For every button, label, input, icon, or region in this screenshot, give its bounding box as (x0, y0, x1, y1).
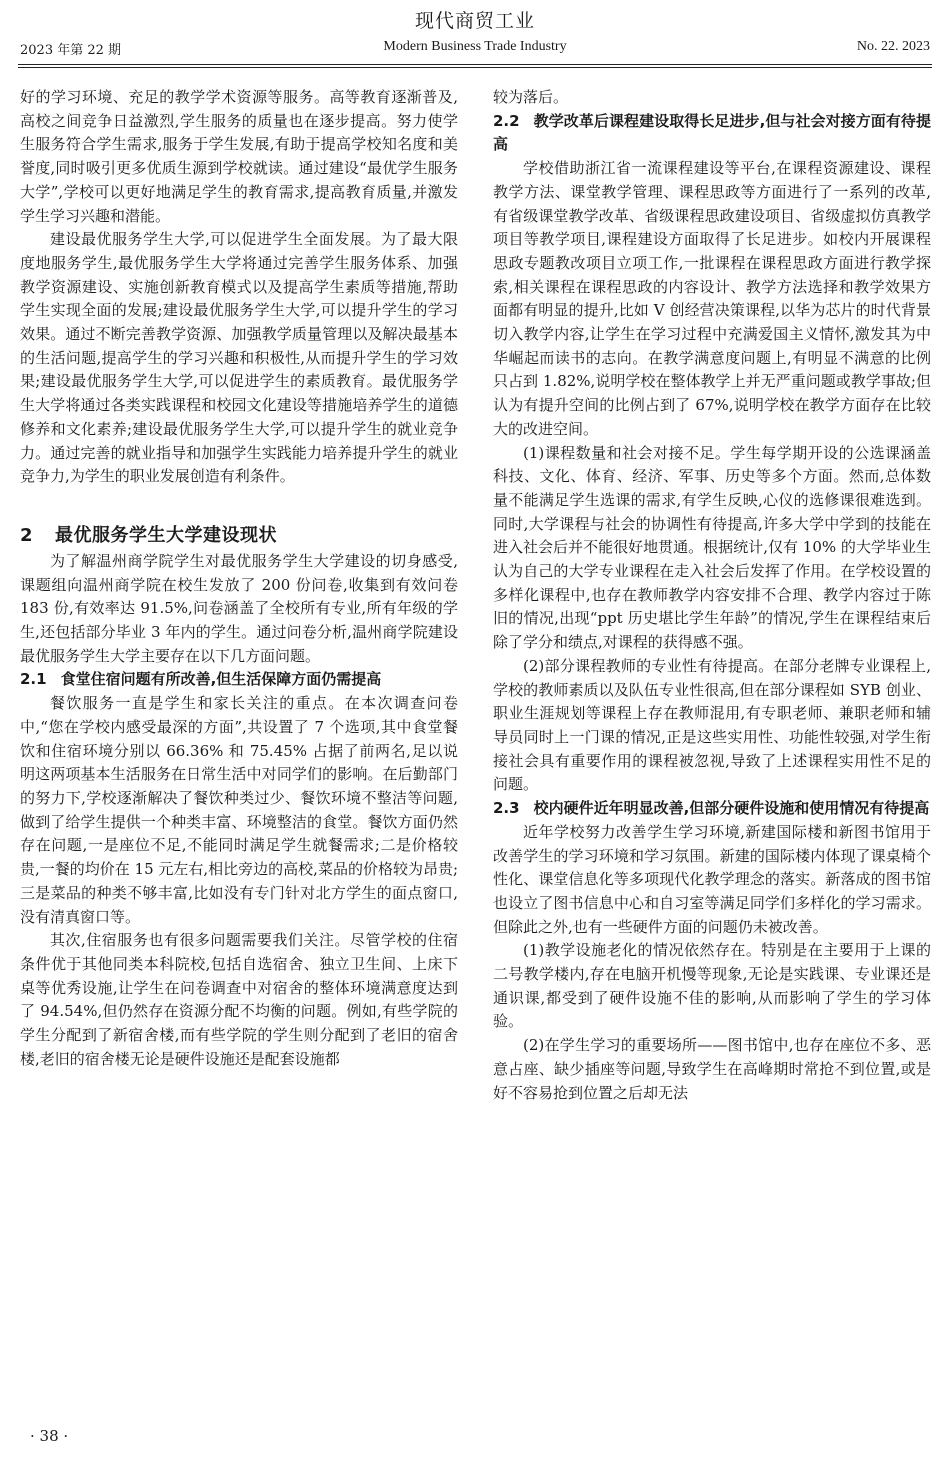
header-rule-bottom (18, 67, 932, 68)
paragraph: 餐饮服务一直是学生和家长关注的重点。在本次调查问卷中,“您在学校内感受最深的方面”,共设置了 7 个选项,其中食堂餐饮和住宿环境分别以 66.36% 和 75.45% 占据了前两名,足以说明这两项基本生活服务在日常生活中对同学们的影响。在后勤部门的努力下,学校逐渐解决了餐饮种类过少、餐饮环境不整洁等问题,做到了给学生提供一个种类丰富、环境整洁的食堂。餐饮方面仍然存在问题,一是座位不足,不能同时满足学生就餐需求;二是价格较贵,一餐的均价在 15 元左右,相比旁边的高校,菜品的价格较为昂贵;三是菜品的种类不够丰富,比如没有专门针对北方学生的面点窗口,没有清真窗口等。 (20, 694, 458, 926)
paragraph: 学校借助浙江省一流课程建设等平台,在课程资源建设、课程教学方法、课堂教学管理、课程思政等方面进行了一系列的改革,有省级课堂教学改革、省级课程思政建设项目、省级虚拟仿真教学项目等教学项目,课程建设方面取得了长足进步。如校内开展课程思政专题教改项目立项工作,一批课程在课程思政方面进行教学探索,相关课程在课程思政的内容设计、教学方法选择和教学效果方面都有明显的提升,比如 V 创经营决策课程,以华为芯片的时代背景切入教学内容,让学生在学习过程中充满爱国主义情怀,激发其为中华崛起而读书的志向。在教学满意度问题上,有明显不满意的比例只占到 1.82%,说明学校在整体教学上并无严重问题或教学事故;但认为有提升空间的比例占到了 67%,说明学校在教学方面存在比较大的改进空间。 (493, 159, 931, 438)
page-number: · 38 · (30, 1427, 69, 1445)
subsection-number: 2.3 (493, 799, 520, 818)
paragraph: 为了解温州商学院学生对最优服务学生大学建设的切身感受,课题组向温州商学院在校生发放了 200 份问卷,收集到有效问卷 183 份,有效率达 91.5%,问卷涵盖了全校所有专业,所有年级的学生,还包括部分毕业 3 年内的学生。通过问卷分析,温州商学院建设最优服务学生大学主要存在以下几方面问题。 (20, 551, 458, 665)
left-column (20, 86, 458, 1071)
section-number: 2 (20, 524, 34, 546)
issue-number: No. 22. 2023 (856, 39, 930, 54)
right-column (493, 86, 931, 1105)
subsection-title: 教学改革后课程建设取得长足进步,但与社会对接方面有待提高 (493, 111, 931, 154)
section-title: 最优服务学生大学建设现状 (55, 524, 278, 546)
paragraph: 近年学校努力改善学生学习环境,新建国际楼和新图书馆用于改善学生的学习环境和学习氛围。新建的国际楼内体现了课桌椅个性化、课堂信息化等多项现代化教学理念的落实。新落成的图书馆也设立了图书信息中心和自习室等满足同学们多样化的学习需求。但除此之外,也有一些硬件方面的问题仍未被改善。 (493, 822, 931, 936)
header-rule-top (18, 64, 932, 65)
subsection-title: 食堂住宿问题有所改善,但生活保障方面仍需提高 (60, 670, 382, 689)
section-heading (20, 522, 458, 550)
section-gap (20, 489, 458, 522)
paragraph: (2)在学生学习的重要场所——图书馆中,也存在座位不多、恶意占座、缺少插座等问题,导致学生在高峰期时常抢不到位置,或是好不容易抢到位置之后却无法 (493, 1036, 931, 1102)
subsection-heading (493, 797, 931, 821)
journal-title: 现代商贸工业 (414, 10, 535, 32)
subsection-number: 2.1 (20, 670, 47, 689)
subsection-heading (20, 668, 458, 692)
paragraph: 好的学习环境、充足的教学学术资源等服务。高等教育逐渐普及,高校之间竞争日益激烈,学生服务的质量也在逐步提高。努力使学生服务符合学生需求,服务于学生发展,有助于提高学校知名度和美誉度,同时吸引更多优质生源到学校就读。通过建设“最优学生服务大学”,学校可以更好地满足学生的教育需求,提高教育质量,并激发学生学习兴趣和潜能。 (20, 88, 458, 225)
paragraph: (1)教学设施老化的情况依然存在。特别是在主要用于上课的二号教学楼内,存在电脑开机慢等现象,无论是实践课、专业课还是通识课,都受到了硬件设施不佳的影响,从而影响了学生的学习体验。 (493, 941, 931, 1031)
issue-label: 2023 年第 22 期 (20, 43, 122, 58)
journal-english-title: Modern Business Trade Industry (383, 39, 567, 54)
paragraph: 较为落后。 (493, 88, 569, 106)
subsection-heading (493, 110, 931, 157)
paragraph: 建设最优服务学生大学,可以促进学生全面发展。为了最大限度地服务学生,最优服务学生大学将通过完善学生服务体系、加强教学资源建设、实施创新教育模式以及提高学生素质等措施,帮助学生实现全面的发展;建设最优服务学生大学,可以提升学生的学习效果。通过不断完善教学资源、加强教学质量管理以及解决最基本的生活问题,提高学生的学习兴趣和积极性,从而提升学生的学习效果;建设最优服务学生大学,可以促进学生的素质教育。最优服务学生大学将通过各类实践课程和校园文化建设等措施培养学生的道德修养和文化素养;建设最优服务学生大学,可以提升学生的就业竞争力。通过完善的就业指导和加强学生实践能力培养提升学生的就业竞争力,为学生的职业发展创造有利条件。 (20, 230, 458, 486)
paragraph: 其次,住宿服务也有很多问题需要我们关注。尽管学校的住宿条件优于其他同类本科院校,包括自选宿舍、独立卫生间、上床下桌等优秀设施,让学生在问卷调查中对宿舍的整体环境满意度达到了 94.54%,但仍然存在资源分配不均衡的问题。例如,有些学院的学生分配到了新宿舍楼,而有些学院的学生则分配到了老旧的宿舍楼,老旧的宿舍楼无论是硬件设施还是配套设施都 (20, 931, 458, 1068)
paragraph: (2)部分课程教师的专业性有待提高。在部分老牌专业课程上,学校的教师素质以及队伍专业性很高,但在部分课程如 SYB 创业、职业生涯规划等课程上存在教师混用,有专职老师、兼职老师和辅导员同时上一门课的情况,正是这些实用性、功能性较强,对学生衔接社会具有重要作用的课程被忽视,导致了上述课程实用性不足的问题。 (493, 656, 931, 794)
paragraph: (1)课程数量和社会对接不足。学生每学期开设的公选课涵盖科技、文化、体育、经济、军事、历史等多个方面。然而,总体数量不能满足学生选课的需求,有学生反映,心仪的选修课很难选到。同时,大学课程与社会的协调性有待提高,许多大学中学到的技能在进入社会后并不能很好地贯通。根据统计,仅有 10% 的大学毕业生认为自己的大学专业课程在走入社会后发挥了作用。在学校设置的多样化课程中,也存在教师教学内容安排不合理、教学内容过于陈旧的情况,出现“ppt 历史堪比学生年龄”的情况,学生在课程结束后除了学分和绩点,对课程的获得感不强。 (493, 443, 931, 652)
subsection-number: 2.2 (493, 111, 520, 130)
subsection-title: 校内硬件近年明显改善,但部分硬件设施和使用情况有待提高 (533, 799, 930, 818)
